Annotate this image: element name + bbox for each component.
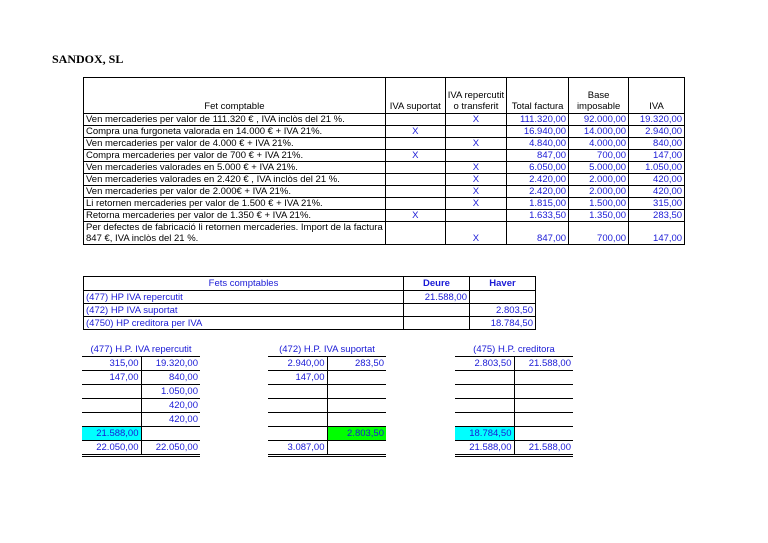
- header-iva-repercutit: IVA repercutit o transferit: [445, 78, 506, 114]
- t-account-balance-row: [82, 427, 200, 441]
- total-factura-value: 2.420,00: [507, 186, 569, 198]
- base-imposable-value: 14.000,00: [569, 126, 629, 138]
- base-imposable-value: 2.000,00: [569, 186, 629, 198]
- facts-row: [84, 186, 685, 198]
- iva-suportat-mark: [385, 186, 445, 198]
- facts-row: [84, 114, 685, 126]
- t-account-debit: [268, 413, 327, 427]
- facts-row: [84, 222, 685, 245]
- facts-row: [84, 126, 685, 138]
- t-account-debit: 315,00: [82, 357, 141, 371]
- t-account-balance-row: [268, 427, 386, 441]
- iva-value: 1.050,00: [629, 162, 685, 174]
- iva-repercutit-mark: X: [445, 186, 506, 198]
- total-factura-value: 111.320,00: [507, 114, 569, 126]
- base-imposable-value: 2.000,00: [569, 174, 629, 186]
- header-total-factura: Total factura: [507, 78, 569, 114]
- iva-suportat-mark: [385, 174, 445, 186]
- t-account-credit: [514, 399, 573, 413]
- t-account-total-debit: 21.588,00: [455, 441, 514, 456]
- journal-row: [84, 317, 536, 330]
- journal-deure: [404, 304, 470, 317]
- iva-repercutit-mark: [445, 126, 506, 138]
- t-account-472: [268, 344, 386, 457]
- iva-repercutit-mark: [445, 210, 506, 222]
- t-account-row: [455, 385, 573, 399]
- t-account-title: (472) H.P. IVA suportat: [279, 344, 375, 355]
- journal-header-fets: Fets comptables: [84, 277, 404, 291]
- t-account-credit: [514, 371, 573, 385]
- base-imposable-value: 4.000,00: [569, 138, 629, 150]
- t-account-debit: [82, 413, 141, 427]
- t-account-credit: 21.588,00: [514, 357, 573, 371]
- facts-row: [84, 210, 685, 222]
- iva-suportat-mark: X: [385, 126, 445, 138]
- fact-description: Ven mercaderies per valor de 111.320 € , IVA inclòs del 21 %.: [84, 114, 386, 126]
- t-account-balance-credit: [514, 427, 573, 441]
- iva-suportat-mark: X: [385, 150, 445, 162]
- t-account-credit: 1.050,00: [141, 385, 200, 399]
- total-factura-value: 16.940,00: [507, 126, 569, 138]
- facts-table: [83, 77, 685, 245]
- iva-value: 147,00: [629, 222, 685, 245]
- facts-row: [84, 198, 685, 210]
- t-account-table: [82, 356, 200, 457]
- total-factura-value: 2.420,00: [507, 174, 569, 186]
- t-account-row: [455, 413, 573, 427]
- iva-value: 147,00: [629, 150, 685, 162]
- journal-account: (472) HP IVA suportat: [84, 304, 404, 317]
- t-account-total-debit: 22.050,00: [82, 441, 141, 456]
- iva-repercutit-mark: X: [445, 198, 506, 210]
- t-account-row: [268, 413, 386, 427]
- base-imposable-value: 1.350,00: [569, 210, 629, 222]
- t-account-title: (477) H.P. IVA repercutit: [90, 344, 192, 355]
- base-imposable-value: 700,00: [569, 150, 629, 162]
- iva-value: 283,50: [629, 210, 685, 222]
- journal-row: [84, 291, 536, 304]
- t-account-row: [82, 399, 200, 413]
- iva-repercutit-mark: X: [445, 174, 506, 186]
- iva-value: 840,00: [629, 138, 685, 150]
- journal-haver: 18.784,50: [470, 317, 536, 330]
- iva-value: 19.320,00: [629, 114, 685, 126]
- iva-suportat-mark: [385, 198, 445, 210]
- journal-deure: 21.588,00: [404, 291, 470, 304]
- t-account-475: [455, 344, 573, 457]
- t-account-debit: [455, 371, 514, 385]
- journal-table: [83, 276, 536, 330]
- facts-row: [84, 150, 685, 162]
- t-account-debit: 147,00: [268, 371, 327, 385]
- company-name: SANDOX, SL: [52, 52, 124, 66]
- iva-repercutit-mark: X: [445, 138, 506, 150]
- journal-haver: [470, 291, 536, 304]
- t-account-row: [268, 357, 386, 371]
- t-account-credit: [327, 385, 386, 399]
- iva-repercutit-mark: [445, 150, 506, 162]
- iva-repercutit-mark: X: [445, 222, 506, 245]
- t-account-debit: 2.803,50: [455, 357, 514, 371]
- t-account-debit: [268, 385, 327, 399]
- t-account-credit: 840,00: [141, 371, 200, 385]
- journal-deure: [404, 317, 470, 330]
- t-account-row: [82, 385, 200, 399]
- iva-repercutit-mark: X: [445, 114, 506, 126]
- fact-description: Compra una furgoneta valorada en 14.000 € + IVA 21%.: [84, 126, 386, 138]
- t-account-total-credit: 21.588,00: [514, 441, 573, 456]
- iva-value: 420,00: [629, 174, 685, 186]
- t-account-totals-row: [455, 441, 573, 456]
- fact-description: Compra mercaderies per valor de 700 € + IVA 21%.: [84, 150, 386, 162]
- journal-account: (4750) HP creditora per IVA: [84, 317, 404, 330]
- t-account-total-debit: 3.087,00: [268, 441, 327, 456]
- t-account-credit: 420,00: [141, 399, 200, 413]
- total-factura-value: 4.840,00: [507, 138, 569, 150]
- journal-row: [84, 304, 536, 317]
- iva-suportat-mark: [385, 138, 445, 150]
- facts-row: [84, 162, 685, 174]
- t-account-debit: 2.940,00: [268, 357, 327, 371]
- t-account-balance-credit: [141, 427, 200, 441]
- t-account-row: [82, 357, 200, 371]
- total-factura-value: 1.815,00: [507, 198, 569, 210]
- fact-description: Ven mercaderies per valor de 4.000 € + IVA 21%.: [84, 138, 386, 150]
- t-account-credit: [514, 385, 573, 399]
- fact-description-line: 847 €, IVA inclòs del 21 %.: [86, 233, 199, 244]
- t-account-credit: [514, 413, 573, 427]
- journal-header-haver: Haver: [470, 277, 536, 291]
- t-account-balance-row: [455, 427, 573, 441]
- t-account-totals-row: [82, 441, 200, 456]
- t-account-table: [455, 356, 573, 457]
- fact-description: Li retornen mercaderies per valor de 1.500 € + IVA 21%.: [84, 198, 386, 210]
- fact-description: Retorna mercaderies per valor de 1.350 € + IVA 21%.: [84, 210, 386, 222]
- t-account-debit: 147,00: [82, 371, 141, 385]
- total-factura-value: 847,00: [507, 150, 569, 162]
- t-account-table: [268, 356, 386, 457]
- t-account-debit: [455, 385, 514, 399]
- header-iva: IVA: [629, 78, 685, 114]
- journal-haver: 2.803,50: [470, 304, 536, 317]
- t-account-credit: [327, 413, 386, 427]
- iva-value: 2.940,00: [629, 126, 685, 138]
- t-account-row: [82, 371, 200, 385]
- iva-suportat-mark: [385, 162, 445, 174]
- iva-suportat-mark: X: [385, 210, 445, 222]
- t-account-row: [268, 385, 386, 399]
- t-account-row: [455, 399, 573, 413]
- base-imposable-value: 1.500,00: [569, 198, 629, 210]
- t-account-credit: [327, 399, 386, 413]
- fact-description: Ven mercaderies per valor de 2.000€ + IVA 21%.: [84, 186, 386, 198]
- fact-description: [84, 222, 386, 245]
- iva-value: 420,00: [629, 186, 685, 198]
- t-account-credit: 283,50: [327, 357, 386, 371]
- t-account-credit: [327, 371, 386, 385]
- t-account-credit: 420,00: [141, 413, 200, 427]
- t-account-row: [82, 413, 200, 427]
- t-account-balance-credit: 2.803,50: [327, 427, 386, 441]
- t-account-477: [82, 344, 200, 457]
- header-base-imposable: Base imposable: [569, 78, 629, 114]
- fact-description: Ven mercaderies valorades en 5.000 € + IVA 21%.: [84, 162, 386, 174]
- total-factura-value: 847,00: [507, 222, 569, 245]
- total-factura-value: 6.050,00: [507, 162, 569, 174]
- iva-repercutit-mark: X: [445, 162, 506, 174]
- t-account-totals-row: [268, 441, 386, 456]
- t-account-debit: [82, 385, 141, 399]
- header-fet-comptable: Fet comptable: [84, 78, 386, 114]
- facts-row: [84, 138, 685, 150]
- t-account-title: (475) H.P. creditora: [473, 344, 555, 355]
- iva-suportat-mark: [385, 114, 445, 126]
- t-account-credit: 19.320,00: [141, 357, 200, 371]
- iva-value: 315,00: [629, 198, 685, 210]
- base-imposable-value: 5.000,00: [569, 162, 629, 174]
- t-account-row: [455, 371, 573, 385]
- t-account-debit: [268, 399, 327, 413]
- t-account-row: [455, 357, 573, 371]
- fact-description-line: Per defectes de fabricació li retornen mercaderies. Import de la factura: [86, 222, 383, 233]
- t-account-balance-debit: [268, 427, 327, 441]
- header-iva-suportat: IVA suportat: [385, 78, 445, 114]
- t-account-debit: [455, 399, 514, 413]
- t-account-total-credit: 22.050,00: [141, 441, 200, 456]
- t-account-row: [268, 399, 386, 413]
- facts-row: [84, 174, 685, 186]
- journal-account: (477) HP IVA repercutit: [84, 291, 404, 304]
- fact-description: Ven mercaderies valorades en 2.420 € , IVA inclòs del 21 %.: [84, 174, 386, 186]
- base-imposable-value: 92.000,00: [569, 114, 629, 126]
- t-account-row: [268, 371, 386, 385]
- t-account-balance-debit: 18.784,50: [455, 427, 514, 441]
- t-account-total-credit: [327, 441, 386, 456]
- t-account-debit: [455, 413, 514, 427]
- total-factura-value: 1.633,50: [507, 210, 569, 222]
- journal-header-deure: Deure: [404, 277, 470, 291]
- base-imposable-value: 700,00: [569, 222, 629, 245]
- t-account-balance-debit: 21.588,00: [82, 427, 141, 441]
- t-account-debit: [82, 399, 141, 413]
- iva-suportat-mark: [385, 222, 445, 245]
